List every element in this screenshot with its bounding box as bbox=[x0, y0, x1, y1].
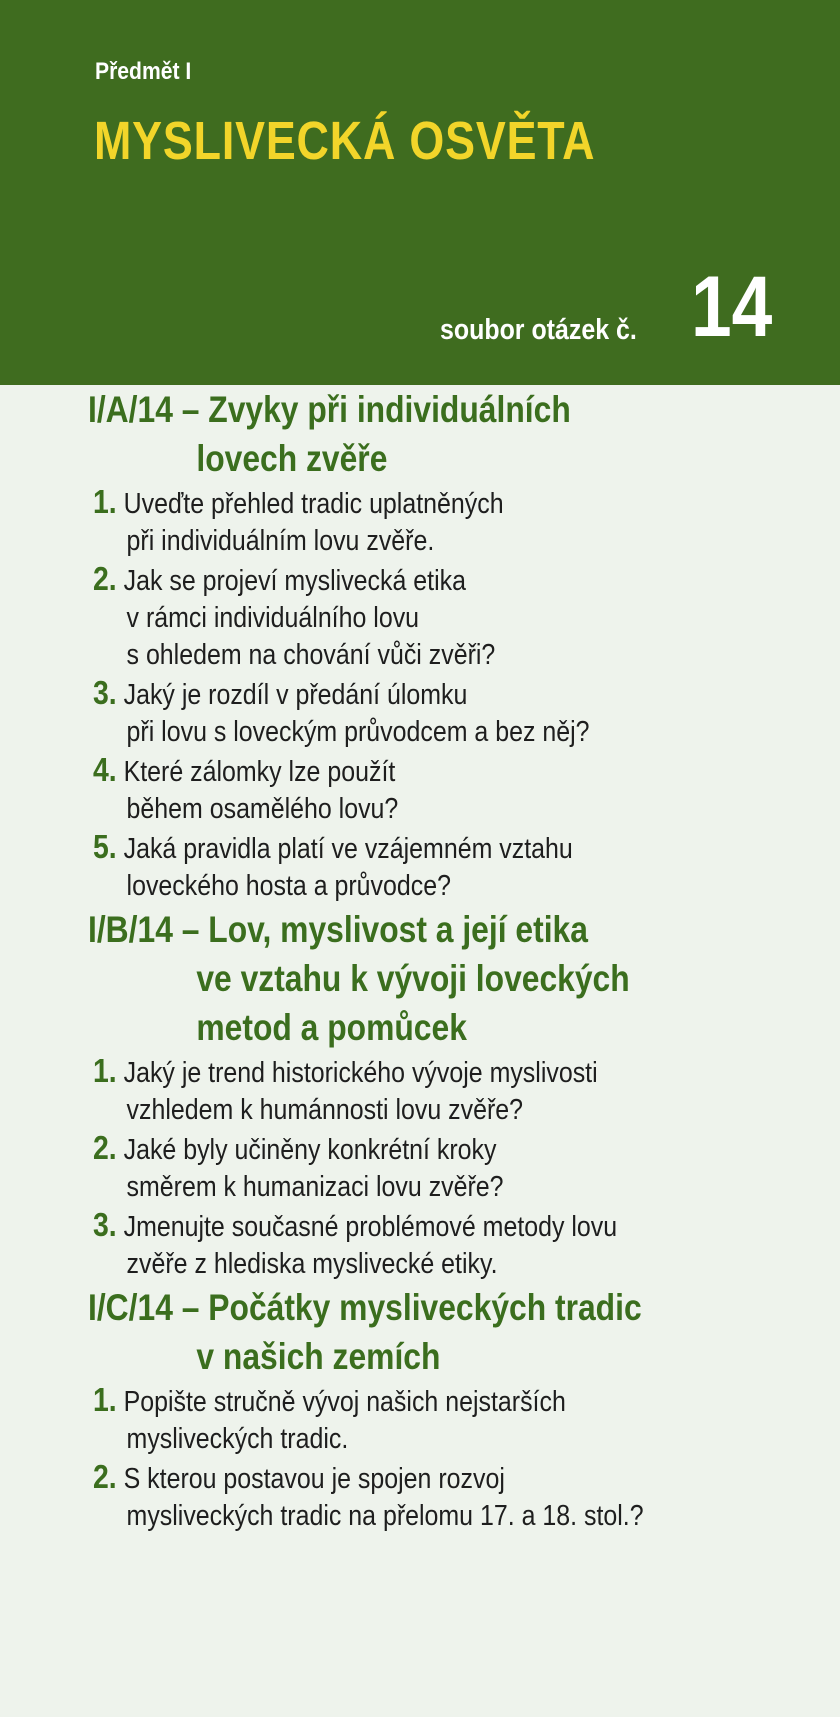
question-item bbox=[93, 1458, 735, 1535]
section-title-line: ve vztahu k vývoji loveckých bbox=[196, 958, 630, 999]
subject-label: Předmět I bbox=[95, 58, 192, 85]
section-title-line: Lov, myslivost a její etika bbox=[208, 909, 588, 950]
question-number: 4. bbox=[93, 751, 117, 788]
section-title bbox=[88, 385, 735, 483]
question-text-line: Jmenujte současné problémové metody lovu bbox=[123, 1211, 618, 1243]
section-b bbox=[0, 905, 840, 1283]
question-text-line: mysliveckých tradic na přelomu 17. a 18. stol.? bbox=[126, 1500, 644, 1532]
question-number: 5. bbox=[93, 828, 117, 865]
question-text-line: Uveďte přehled tradic uplatněných bbox=[123, 488, 504, 520]
question-item bbox=[93, 828, 735, 905]
section-title-line: metod a pomůcek bbox=[196, 1007, 467, 1048]
question-number: 3. bbox=[93, 1206, 117, 1243]
question-number: 1. bbox=[93, 1381, 117, 1418]
section-a bbox=[0, 385, 840, 905]
question-text-line: loveckého hosta a průvodce? bbox=[126, 870, 451, 902]
section-title bbox=[88, 905, 735, 1052]
question-set-number: 14 bbox=[691, 259, 773, 355]
question-text-line: Jaká pravidla platí ve vzájemném vztahu bbox=[123, 833, 573, 865]
question-item bbox=[93, 1206, 735, 1283]
section-c bbox=[0, 1283, 840, 1535]
section-code: I/C/14 – bbox=[88, 1287, 200, 1328]
section-title-line: lovech zvěře bbox=[196, 438, 388, 479]
question-number: 2. bbox=[93, 1129, 117, 1166]
question-text-line: s ohledem na chování vůči zvěři? bbox=[126, 639, 496, 671]
question-text-line: Jaký je rozdíl v předání úlomku bbox=[123, 679, 468, 711]
question-item bbox=[93, 483, 735, 560]
question-item bbox=[93, 1129, 735, 1206]
question-item bbox=[93, 674, 735, 751]
questions-content bbox=[0, 385, 840, 1535]
question-text-line: Popište stručně vývoj našich nejstarších bbox=[123, 1386, 566, 1418]
section-code: I/B/14 – bbox=[88, 909, 200, 950]
section-title-line: Počátky mysliveckých tradic bbox=[208, 1287, 642, 1328]
page-title: MYSLIVECKÁ OSVĚTA bbox=[94, 111, 596, 171]
question-item bbox=[93, 560, 735, 674]
question-text-line: směrem k humanizaci lovu zvěře? bbox=[126, 1171, 504, 1203]
question-number: 2. bbox=[93, 1458, 117, 1495]
question-number: 1. bbox=[93, 483, 117, 520]
question-number: 2. bbox=[93, 560, 117, 597]
question-number: 3. bbox=[93, 674, 117, 711]
question-number: 1. bbox=[93, 1052, 117, 1089]
section-title-line: v našich zemích bbox=[196, 1336, 441, 1377]
section-title bbox=[88, 1283, 735, 1381]
question-text-line: v rámci individuálního lovu bbox=[126, 602, 420, 634]
question-text-line: Jaké byly učiněny konkrétní kroky bbox=[123, 1134, 497, 1166]
section-code: I/A/14 – bbox=[88, 389, 200, 430]
question-text-line: při lovu s loveckým průvodcem a bez něj? bbox=[126, 716, 590, 748]
question-item bbox=[93, 1052, 735, 1129]
question-text-line: při individuálním lovu zvěře. bbox=[126, 525, 435, 557]
question-text-line: Jak se projeví myslivecká etika bbox=[123, 565, 466, 597]
question-text-line: mysliveckých tradic. bbox=[126, 1423, 349, 1455]
question-text-line: Které zálomky lze použít bbox=[123, 756, 396, 788]
question-text-line: S kterou postavou je spojen rozvoj bbox=[123, 1463, 505, 1495]
question-text-line: vzhledem k humánnosti lovu zvěře? bbox=[126, 1094, 524, 1126]
question-text-line: zvěře z hlediska myslivecké etiky. bbox=[126, 1248, 498, 1280]
header-band bbox=[0, 0, 840, 385]
question-text-line: během osamělého lovu? bbox=[126, 793, 399, 825]
section-title-line: Zvyky při individuálních bbox=[208, 389, 571, 430]
question-set-label: soubor otázek č. bbox=[440, 314, 637, 346]
question-item bbox=[93, 1381, 735, 1458]
question-text-line: Jaký je trend historického vývoje myslivosti bbox=[123, 1057, 598, 1089]
question-item bbox=[93, 751, 735, 828]
